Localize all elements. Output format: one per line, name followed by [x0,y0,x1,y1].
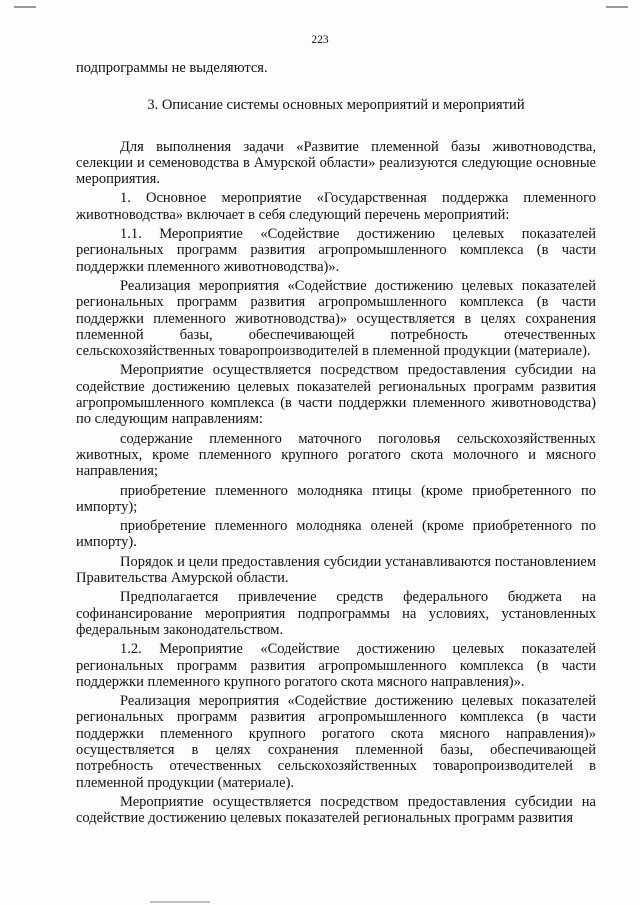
paragraph: 1.1. Мероприятие «Содействие достижению целевых показателей региональных программ развития агропромышленного комплекса (в части поддержки племенного животноводства)». [76,226,596,275]
paragraph: 1. Основное мероприятие «Государственная поддержка племенного животноводства» включает в себя следующий перечень мероприятий: [76,190,596,223]
list-item: приобретение племенного молодняка оленей (кроме приобретенного по импорту). [76,518,596,551]
lead-fragment: подпрограммы не выделяются. [76,60,268,76]
document-body [76,60,596,829]
list-item: приобретение племенного молодняка птицы (кроме приобретенного по импорту); [76,482,596,515]
scan-edge-mark [150,901,210,903]
scan-edge-mark [606,6,628,8]
paragraph: Порядок и цели предоставления субсидии устанавливаются постановлением Правительства Амурской области. [76,553,596,587]
scan-edge-mark [14,6,36,8]
list-item: содержание племенного маточного поголовья сельскохозяйственных животных, кроме племенного крупного рогатого скота молочного и мясного направления; [76,430,596,480]
paragraph: Реализация мероприятия «Содействие достижению целевых показателей региональных программ развития агропромышленного комплекса (в части поддержки племенного животноводства)» осуществляется в целях сохранения племенной базы, обеспечивающей потребность отечественных сельскохозяйственных товаропроизводителей в племенной продукции (материале). [76,277,596,360]
paragraph: Мероприятие осуществляется посредством предоставления субсидии на содействие достижению целевых показателей региональных программ развития агропромышленного комплекса (в части поддержки племенного животноводства) по следующим направлениям: [76,362,596,428]
paragraph: Реализация мероприятия «Содействие достижению целевых показателей региональных программ развития агропромышленного комплекса (в части поддержки племенного крупного рогатого скота мясного направления)» осуществляется в целях сохранения племенной базы, обеспечивающей потребность отечественных сельскохозяйственных товаропроизводителей в племенной продукции (материале). [76,693,596,791]
paragraph: 1.2. Мероприятие «Содействие достижению целевых показателей региональных программ развития агропромышленного комплекса (в части поддержки племенного крупного рогатого скота мясного направления)». [76,641,596,690]
paragraph: Мероприятие осуществляется посредством предоставления субсидии на содействие достижению целевых показателей региональных программ развития [76,793,596,827]
section-heading: 3. Описание системы основных мероприятий и мероприятий [147,97,525,114]
paragraph: Для выполнения задачи «Развитие племенной базы животноводства, селекции и семеноводства в Амурской области» реализуются следующие основные мероприятия. [76,138,596,188]
paragraph: Предполагается привлечение средств федерального бюджета на софинансирование мероприятия подпрограммы на условиях, установленных федеральным законодательством. [76,589,596,638]
page-number: 223 [311,34,329,46]
